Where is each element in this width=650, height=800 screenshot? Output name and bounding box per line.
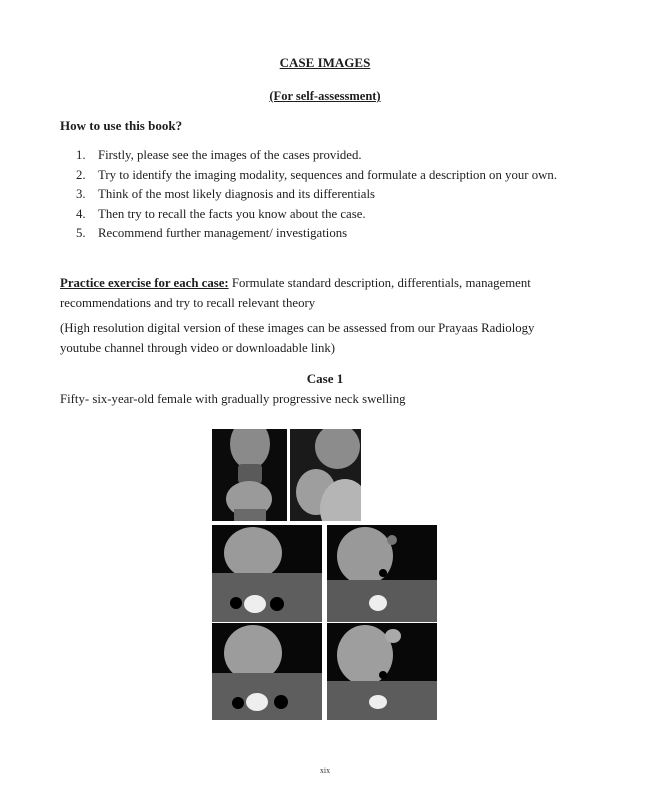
step-number: 1. (76, 148, 86, 162)
page-title: CASE IMAGES (279, 55, 371, 70)
step-text: Try to identify the imaging modality, sequences and formulate a description on your own. (98, 167, 557, 182)
step-number: 4. (76, 206, 86, 221)
ct-axial-image-4 (327, 623, 437, 720)
steps-list (76, 146, 596, 244)
step-text: Firstly, please see the images of the cases provided. (98, 148, 362, 162)
step-item (76, 224, 596, 244)
case-description: Fifty- six-year-old female with gradually progressive neck swelling (60, 392, 406, 406)
resolution-note: (High resolution digital version of these images can be assessed from our Prayaas Radiology youtube channel through video or downloadable link) (60, 321, 535, 355)
neck-xray-lateral-image (290, 429, 361, 521)
step-item (76, 166, 596, 186)
page-number: xix (319, 766, 331, 775)
step-text: Recommend further management/ investigations (98, 226, 348, 240)
page-subtitle: (For self-assessment) (269, 89, 381, 103)
step-item (76, 205, 596, 225)
practice-paragraph (60, 274, 580, 313)
neck-xray-frontal-image (212, 429, 287, 521)
ct-axial-image-1 (212, 525, 322, 622)
ct-axial-image-2 (327, 525, 437, 622)
step-item (76, 185, 596, 205)
case-title: Case 1 (306, 371, 344, 386)
step-item (76, 146, 596, 166)
step-number: 2. (76, 167, 86, 182)
step-number: 5. (76, 226, 86, 240)
ct-axial-image-3 (212, 623, 322, 720)
step-number: 3. (76, 187, 86, 201)
step-text: Then try to recall the facts you know about the case. (98, 206, 366, 221)
howto-heading: How to use this book? (60, 118, 183, 133)
practice-text: Formulate standard description, differentials, management recommendations and try to recall relevant theory (60, 276, 531, 310)
practice-label: Practice exercise for each case: (60, 276, 229, 290)
step-text: Think of the most likely diagnosis and its differentials (98, 187, 375, 201)
